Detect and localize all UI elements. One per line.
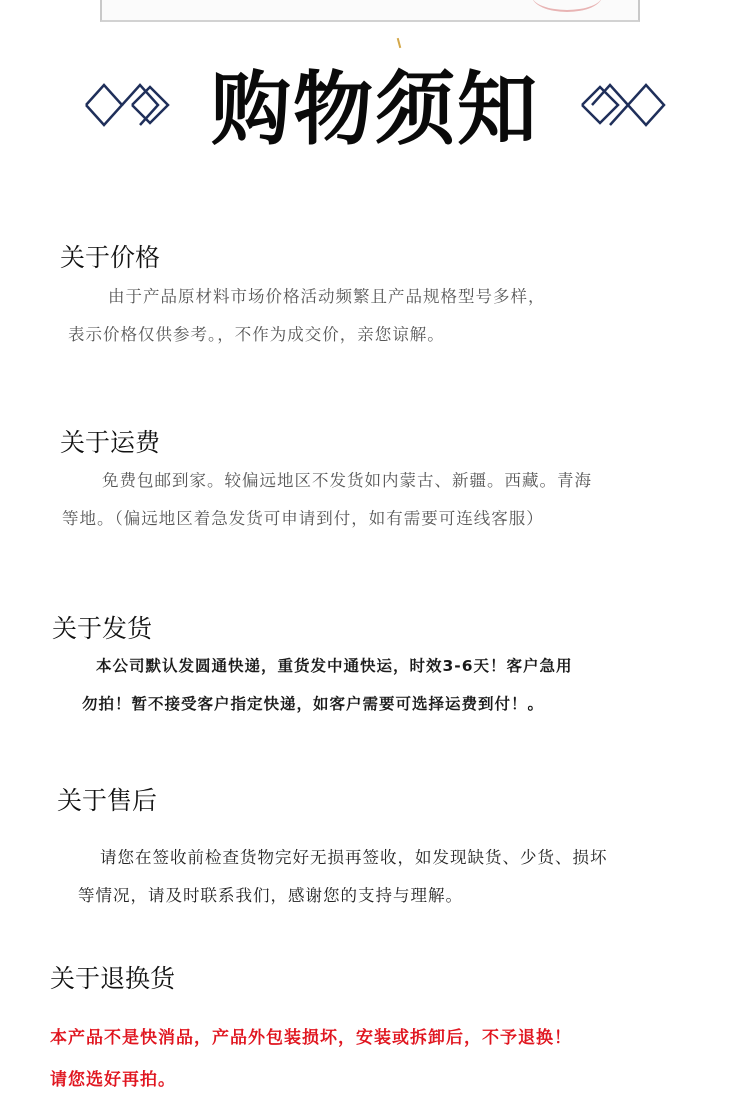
- top-image-strip: [100, 0, 640, 22]
- section-paragraph: [50, 1017, 730, 1101]
- section-returns: [0, 957, 750, 1097]
- section-paragraph: [68, 278, 708, 354]
- page-title: 购物须知: [211, 63, 539, 156]
- section-paragraph: [78, 839, 718, 915]
- paragraph-line: 由于产品原材料市场价格活动频繁且产品规格型号多样，: [108, 287, 546, 306]
- section-title: 关于退换货: [50, 964, 176, 993]
- paragraph-line: 请您在签收前检查货物完好无损再签收，如发现缺货、少货、损坏: [100, 848, 608, 867]
- section-title: 关于售后: [57, 786, 158, 815]
- section-after-sales: [0, 779, 750, 919]
- paragraph-line: 本产品不是快消品，产品外包装损坏，安装或拆卸后，不予退换！: [50, 1028, 572, 1048]
- page-header: [0, 55, 750, 165]
- paragraph-line: 本公司默认发圆通快递，重货发中通快运，时效3-6天！客户急用: [96, 657, 573, 675]
- section-title: 关于价格: [60, 243, 161, 272]
- section-price: [0, 236, 750, 356]
- paragraph-line: 等情况，请及时联系我们，感谢您的支持与理解。: [78, 886, 463, 905]
- paragraph-line: 表示价格仅供参考。，不作为成交价，亲您谅解。: [68, 325, 445, 344]
- section-title: 关于运费: [60, 428, 161, 457]
- paragraph-line: 免费包邮到家。较偏远地区不发货如内蒙古、新疆。西藏。青海: [102, 471, 592, 490]
- decorative-mark: [397, 38, 402, 48]
- section-shipping-fee: [0, 421, 750, 541]
- paragraph-line: 勿拍！暂不接受客户指定快递，如客户需要可选择运费到付！。: [82, 695, 545, 713]
- section-title: 关于发货: [52, 614, 153, 643]
- diamond-ornament-right-icon: [578, 75, 668, 135]
- seal-arc-decoration: [532, 0, 602, 12]
- paragraph-line: 等地。（偏远地区着急发货可申请到付，如有需要可连线客服）: [62, 509, 544, 528]
- diamond-ornament-left-icon: [82, 75, 172, 135]
- section-paragraph: [82, 647, 722, 723]
- section-delivery: [0, 607, 750, 727]
- paragraph-line: 请您选好再拍。: [50, 1070, 176, 1090]
- section-paragraph: [62, 462, 722, 538]
